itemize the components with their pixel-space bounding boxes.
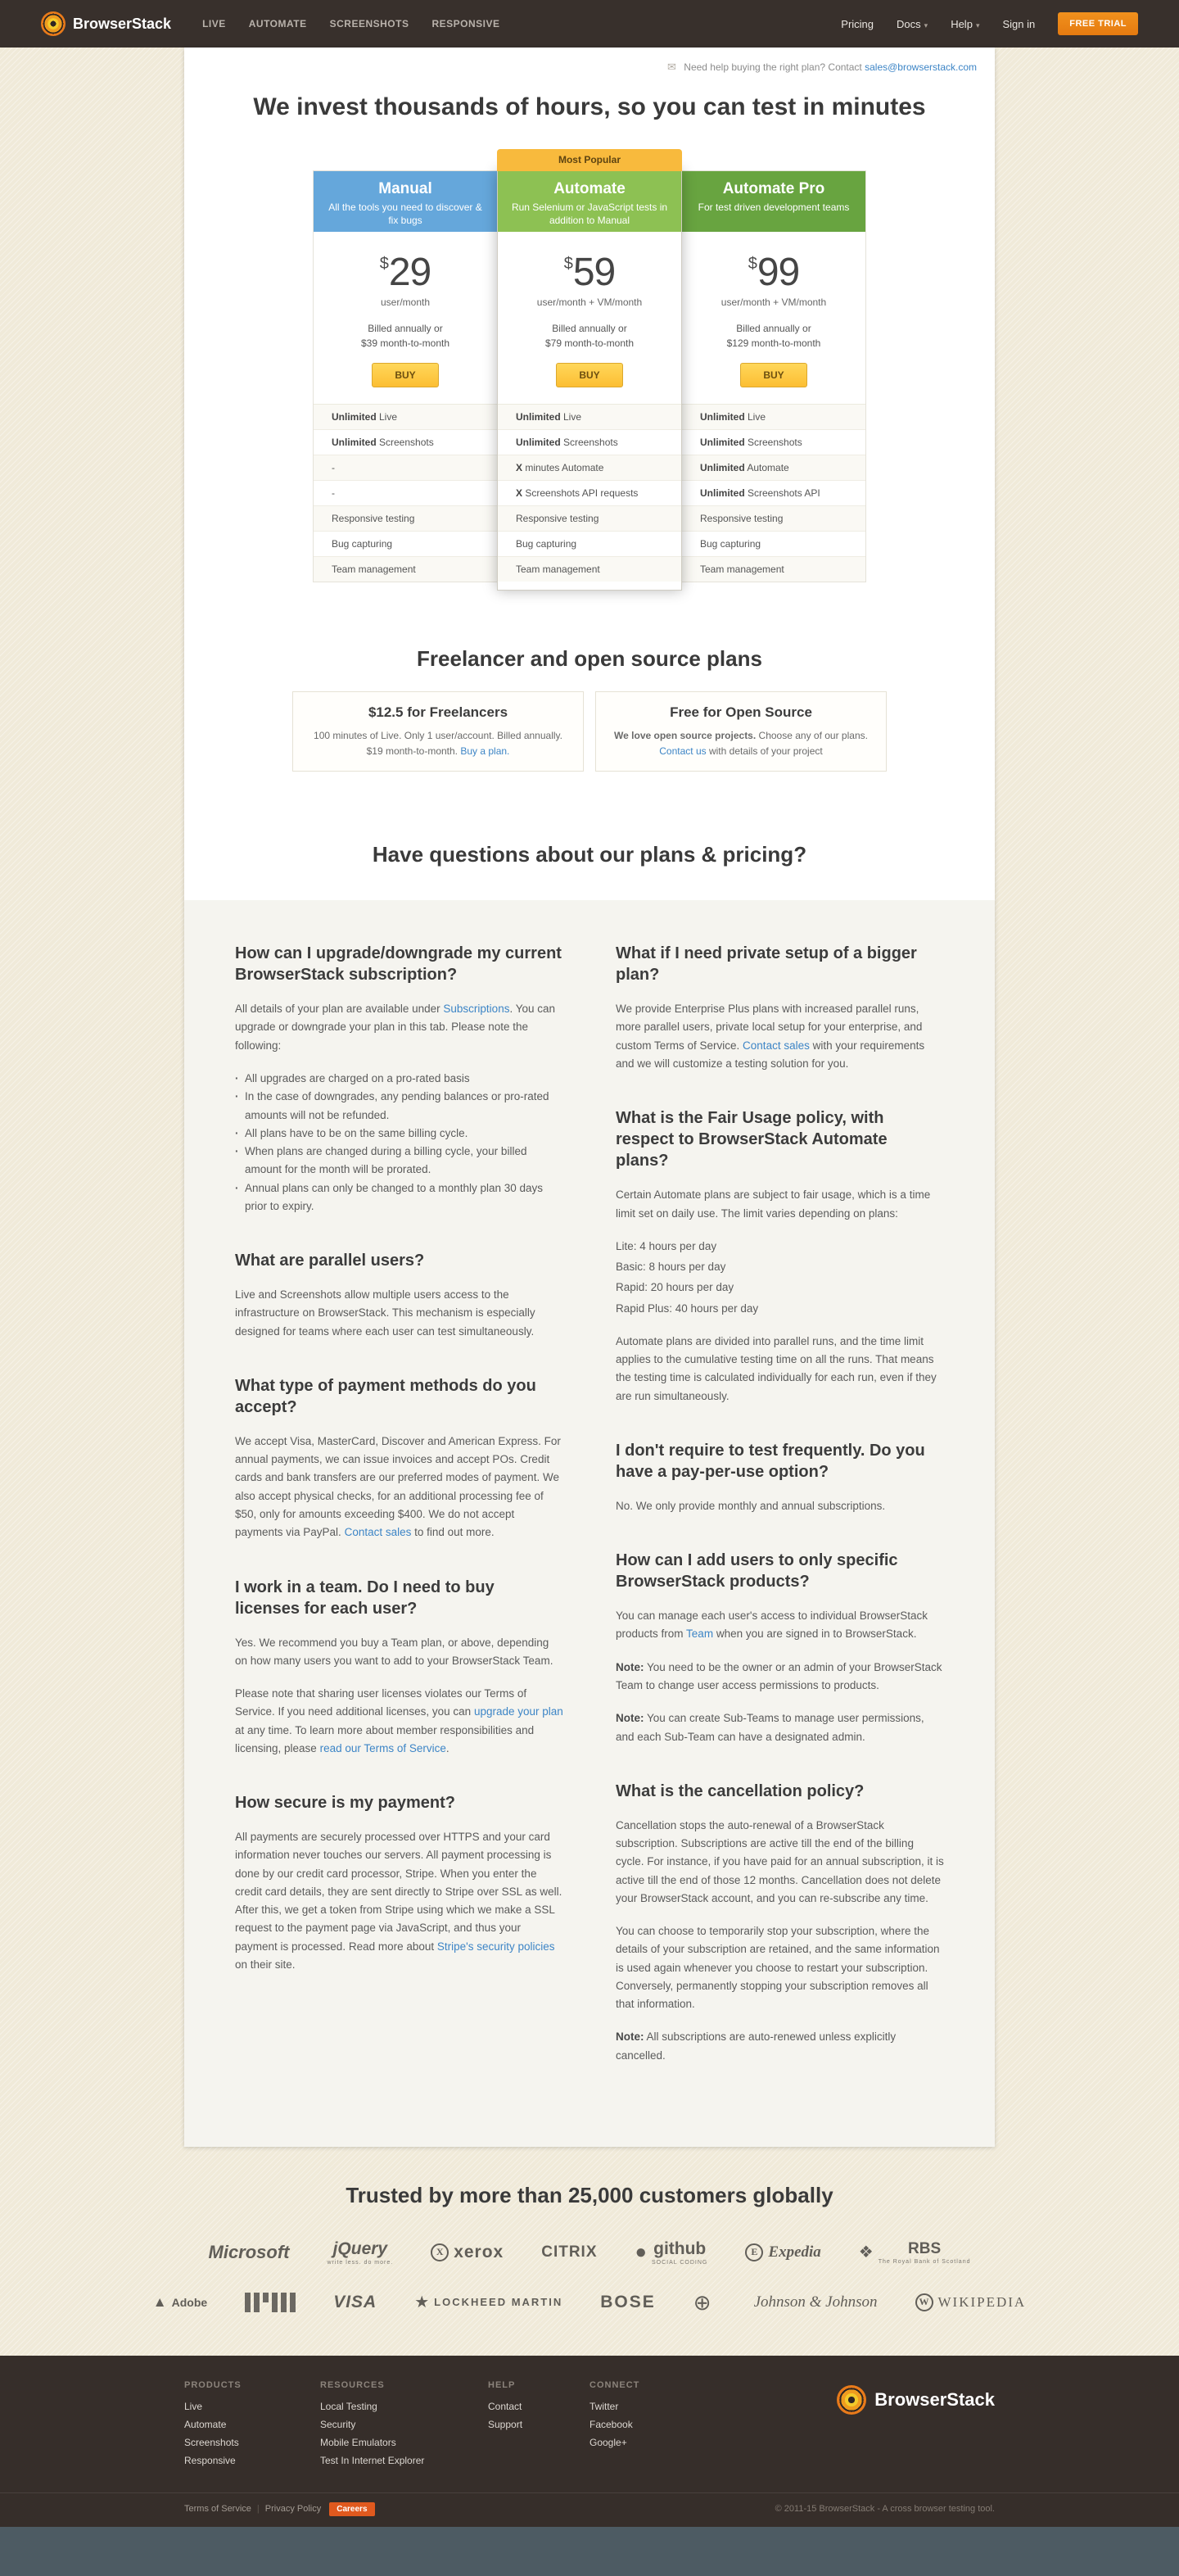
trusted-heading: Trusted by more than 25,000 customers globally <box>346 2182 833 2207</box>
plan-amount-automate-pro <box>682 250 865 295</box>
faq-item-how-can-i-add-users-to-only-specific-bro <box>616 1550 944 1746</box>
nav-link-pricing[interactable]: Pricing <box>841 17 874 30</box>
faq-bullet-list <box>235 1070 563 1216</box>
rbs-logo-icon: ❖ <box>858 2243 874 2261</box>
mit-logo <box>245 2293 296 2312</box>
faq-item-what-is-the-cancellation-policy <box>616 1781 944 2065</box>
nav-item <box>202 16 226 31</box>
feature-row: Bug capturing <box>314 532 497 557</box>
freelancer-heading: Freelancer and open source plans <box>417 646 762 671</box>
customer-logos-row-1 <box>0 2239 1179 2266</box>
rbs-logo-label: RBS <box>908 2239 942 2257</box>
wikipedia-logo <box>915 2293 1027 2311</box>
plan-header-automate-pro <box>682 171 865 232</box>
brand-name: BrowserStack <box>73 15 172 32</box>
github-logo-text <box>652 2239 707 2266</box>
plan-price-manual <box>314 232 497 405</box>
wikipedia-logo-icon: W <box>915 2293 933 2311</box>
wikipedia-logo-label: WIKIPEDIA <box>937 2293 1027 2310</box>
faq-bullet: · All plans have to be on the same billing cycle. <box>235 1125 563 1143</box>
footer-link-contact[interactable]: Contact <box>488 2400 522 2412</box>
footer-column-heading: CONNECT <box>590 2379 640 2390</box>
lockheed-martin-logo <box>414 2294 562 2311</box>
currency-symbol: $ <box>748 255 757 273</box>
link-team[interactable]: Team <box>686 1628 714 1641</box>
feature-row: Unlimited Live <box>682 405 865 430</box>
footer-link-twitter[interactable]: Twitter <box>590 2400 619 2412</box>
plan-box-body: 100 minutes of Live. Only 1 user/account. Billed annually. $19 month-to-month. Buy a plan. <box>314 730 562 757</box>
expedia-logo-icon: E <box>745 2243 763 2261</box>
mit-logo-bar <box>290 2293 296 2312</box>
citrix-logo-text <box>541 2243 597 2261</box>
billing-line-1: Billed annually or <box>368 323 443 334</box>
footer-column-heading: HELP <box>488 2379 516 2390</box>
nav-item <box>249 16 307 31</box>
browserstack-logo-icon <box>41 11 66 36</box>
faq-question: What if I need private setup of a bigger plan? <box>616 944 917 985</box>
faq-question: What type of payment methods do you accept? <box>235 1376 536 1416</box>
footer-link-support[interactable]: Support <box>488 2418 523 2430</box>
faq-item-how-can-i-upgrade-downgrade-my-current-b <box>235 943 563 1216</box>
footer-column-connect <box>590 2380 712 2473</box>
xerox-logo <box>431 2243 504 2262</box>
faq-question: What are parallel users? <box>235 1252 425 1270</box>
feature-row: - <box>314 481 497 506</box>
most-popular-badge: Most Popular <box>497 149 682 171</box>
faq-question: I work in a team. Do I need to buy licenses for each user? <box>235 1578 495 1618</box>
footer-link-google[interactable]: Google+ <box>590 2436 627 2448</box>
plan-unit: user/month + VM/month <box>536 297 643 308</box>
faq-paragraph: Automate plans are divided into parallel runs, and the time limit applies to the cumulative testing time on all the runs. That means the testing time is calculated individually for each run, even if they are run simultaneously. <box>616 1334 937 1402</box>
rbs-logo <box>859 2240 971 2265</box>
feature-row: Unlimited Live <box>314 405 497 430</box>
microsoft-logo-text <box>209 2242 290 2263</box>
expedia-logo <box>745 2243 820 2261</box>
link-contact-sales[interactable]: Contact sales <box>743 1039 810 1052</box>
feature-row: Team management <box>682 557 865 582</box>
plan-header-automate <box>498 171 681 232</box>
mit-logo-bar <box>272 2293 278 2312</box>
main-content-card <box>184 48 995 2147</box>
footer-legal-links <box>184 2504 321 2514</box>
jquery-logo-text <box>328 2239 394 2266</box>
plan-tagline-automate-pro: For test driven development teams <box>698 201 850 213</box>
plan-card-automate <box>497 154 682 591</box>
feature-row: Responsive testing <box>314 506 497 532</box>
plan-features-automate-pro <box>682 405 865 582</box>
visa-logo <box>333 2293 377 2312</box>
adobe-logo-label: Adobe <box>171 2295 208 2309</box>
browserstack-logo-icon <box>837 2385 866 2415</box>
microsoft-logo-label: Microsoft <box>208 2241 290 2262</box>
link-upgrade-your-plan[interactable]: upgrade your plan <box>473 1705 563 1718</box>
faq-item-what-is-the-fair-usage-policy-with-respe <box>616 1107 944 1406</box>
adobe-logo-text <box>172 2296 208 2309</box>
nav-link-screenshots[interactable]: SCREENSHOTS <box>329 18 409 29</box>
feature-row: Unlimited Screenshots API <box>682 481 865 506</box>
footer-link-local-testing[interactable]: Local Testing <box>320 2400 377 2412</box>
faq-paragraph: All details of your plan are available under Subscriptions. You can upgrade or downgrade your plan in this tab. Please note the following: <box>235 1003 556 1052</box>
price-value: 99 <box>757 251 800 294</box>
feature-row: Team management <box>498 557 681 582</box>
faq-paragraph: Cancellation stops the auto-renewal of a BrowserStack subscription. Subscriptions are active till the end of the billing cycle. For instance, if you have paid for an annual subscription, it is active till the end of those 12 months. Cancellation does not delete your BrowserStack account, and you can re-subscribe any time. <box>616 1818 944 1904</box>
plan-box-body: We love open source projects. Choose any of our plans. Contact us with details of your project <box>614 730 868 757</box>
plan-box-title: Free for Open Source <box>670 704 812 720</box>
faq-bullet: · Annual plans can only be changed to a monthly plan 30 days prior to expiry. <box>235 1179 563 1216</box>
faq-paragraph: Note: You can create Sub-Teams to manage user permissions, and each Sub-Team can have a designated admin. <box>616 1712 924 1743</box>
feature-row: - <box>314 455 497 481</box>
bose-logo-label: BOSE <box>600 2292 656 2311</box>
footer-link-automate[interactable]: Automate <box>184 2418 227 2430</box>
top-navbar <box>0 0 1179 48</box>
chevron-down-icon: ▾ <box>975 20 980 29</box>
plan-billing <box>498 321 681 351</box>
expedia-logo-label: Expedia <box>768 2243 821 2261</box>
plan-tagline-automate: Run Selenium or JavaScript tests in addition to Manual <box>511 201 668 226</box>
jquery-logo-label: jQuery <box>332 2239 388 2258</box>
faq-line: Rapid: 20 hours per day <box>616 1281 734 1294</box>
faq-question: What is the Fair Usage policy, with respect to BrowserStack Automate plans? <box>616 1109 888 1170</box>
faq-paragraph: Live and Screenshots allow multiple users access to the infrastructure on BrowserStack. This mechanism is especially designed for teams where each user can test simultaneously. <box>235 1288 535 1338</box>
faq-paragraph: No. We only provide monthly and annual subscriptions. <box>616 1499 886 1512</box>
price-value: 29 <box>388 251 431 294</box>
footer-brand <box>837 2385 995 2415</box>
plan-box-free-for-open-source <box>595 691 887 772</box>
faq-item-i-work-in-a-team-do-i-need-to-buy-licens <box>235 1577 563 1759</box>
link-stripe-s-security-policies[interactable]: Stripe's security policies <box>436 1940 555 1953</box>
customer-logos-row-2 <box>0 2289 1179 2315</box>
faq-question: How can I add users to only specific BrowserStack products? <box>616 1551 898 1591</box>
footer-link-test-in-internet-explorer[interactable]: Test In Internet Explorer <box>320 2454 425 2466</box>
faq-question: I don't require to test frequently. Do you have a pay-per-use option? <box>616 1441 925 1481</box>
plan-unit: user/month <box>380 297 431 308</box>
lockheed-martin-logo-icon: ★ <box>414 2293 430 2311</box>
faq-column-left <box>235 943 563 2099</box>
sales-email-link[interactable]: sales@browserstack.com <box>865 61 977 73</box>
faq-section <box>184 900 995 2147</box>
link-contact-us[interactable]: Contact us <box>659 745 707 757</box>
nav-item <box>330 16 409 31</box>
footer-brand-name: BrowserStack <box>874 2388 995 2410</box>
footer-column-heading: PRODUCTS <box>184 2379 242 2390</box>
faq-column-right <box>616 943 944 2099</box>
careers-badge[interactable]: Careers <box>329 2502 374 2516</box>
nav-link-help[interactable]: Help ▾ <box>951 17 980 30</box>
link-subscriptions[interactable]: Subscriptions <box>443 1003 510 1016</box>
buy-button-manual[interactable]: BUY <box>372 363 438 387</box>
faq-paragraph: You can manage each user's access to individual BrowserStack products from Team when you are signed in to BrowserStack. <box>616 1609 928 1641</box>
feature-row: Responsive testing <box>498 506 681 532</box>
plan-card-automate-pro <box>681 170 866 582</box>
plan-box-title: $12.5 for Freelancers <box>368 704 508 720</box>
nav-link-docs[interactable]: Docs ▾ <box>897 17 928 30</box>
freelancer-boxes <box>184 691 995 772</box>
xerox-logo-text <box>454 2243 504 2262</box>
buy-button-automate-pro[interactable]: BUY <box>740 363 806 387</box>
footer-link-responsive[interactable]: Responsive <box>184 2454 236 2466</box>
visa-logo-label: VISA <box>333 2292 377 2311</box>
lockheed-martin-logo-text <box>434 2296 562 2308</box>
faq-paragraph: We provide Enterprise Plus plans with increased parallel runs, more parallel users, private local setup for your enterprise, and custom Terms of Service. Contact sales with your requirements and we will customize a testing solution for you. <box>616 1003 925 1070</box>
footer-link-facebook[interactable]: Facebook <box>590 2418 633 2430</box>
visa-logo-text <box>333 2293 377 2312</box>
nav-link-sign-in[interactable]: Sign in <box>1002 17 1036 30</box>
adobe-logo-icon: ▲ <box>152 2294 167 2311</box>
plan-amount-automate <box>498 250 681 295</box>
mit-logo-bar <box>281 2293 287 2312</box>
plan-unit: user/month + VM/month <box>720 297 827 308</box>
feature-row: Unlimited Screenshots <box>498 430 681 455</box>
footer-column-products <box>184 2380 320 2473</box>
faq-paragraph: Note: You need to be the owner or an admin of your BrowserStack Team to change user access permissions to products. <box>616 1660 942 1691</box>
footer-bottom-bar <box>0 2492 1179 2527</box>
secondary-nav <box>818 18 1035 30</box>
free-trial-button[interactable]: FREE TRIAL <box>1058 12 1138 35</box>
wikipedia-logo-text <box>938 2294 1027 2311</box>
expedia-logo-text <box>768 2243 820 2261</box>
bose-logo <box>600 2293 656 2312</box>
currency-symbol: $ <box>563 255 573 273</box>
plan-features-manual <box>314 405 497 582</box>
faq-paragraph: Note: All subscriptions are auto-renewed unless explicitly cancelled. <box>616 2030 897 2062</box>
faq-question: How secure is my payment? <box>235 1794 455 1813</box>
plan-billing <box>314 321 497 351</box>
page-footer <box>0 2356 1179 2527</box>
faq-heading: Have questions about our plans & pricing? <box>372 842 807 867</box>
plan-header-manual <box>314 171 497 232</box>
separator: | <box>256 2504 260 2515</box>
contact-banner <box>184 48 995 74</box>
nav-link-automate[interactable]: AUTOMATE <box>248 18 307 29</box>
lockheed-martin-logo-label: LOCKHEED MARTIN <box>434 2296 563 2309</box>
plan-tagline-manual: All the tools you need to discover & fix bugs <box>328 201 482 226</box>
jquery-logo <box>328 2239 394 2266</box>
footer-link-security[interactable]: Security <box>320 2418 356 2430</box>
github-logo-tagline: SOCIAL CODING <box>652 2259 708 2266</box>
plan-amount-manual <box>314 250 497 295</box>
xerox-logo-label: xerox <box>454 2242 504 2261</box>
citrix-logo <box>541 2243 597 2261</box>
united-nations-logo <box>693 2289 716 2315</box>
footer-columns <box>184 2380 995 2473</box>
page-title: We invest thousands of hours, so you can test in minutes <box>253 93 926 120</box>
nav-link-responsive[interactable]: RESPONSIVE <box>431 18 500 29</box>
xerox-logo-icon: X <box>431 2243 449 2261</box>
plan-features-automate <box>498 405 681 582</box>
github-logo-label: github <box>653 2239 707 2258</box>
footer-link-terms-of-service[interactable]: Terms of Service <box>184 2504 251 2515</box>
primary-nav <box>202 16 522 31</box>
plan-price-automate-pro <box>682 232 865 405</box>
feature-row: Bug capturing <box>682 532 865 557</box>
rbs-logo-text <box>879 2240 971 2265</box>
billing-line-2: $129 month-to-month <box>726 337 821 349</box>
plan-box-12-5-for-freelancers <box>292 691 584 772</box>
plan-price-automate <box>498 232 681 405</box>
bottom-strip <box>0 2527 1179 2576</box>
footer-copyright: © 2011-15 BrowserStack - A cross browser testing tool. <box>775 2504 995 2515</box>
contact-banner-text: Need help buying the right plan? Contact <box>684 61 862 73</box>
bose-logo-text <box>600 2293 656 2312</box>
envelope-icon: ✉ <box>667 61 676 73</box>
faq-paragraph: Certain Automate plans are subject to fair usage, which is a time limit set on daily use. The limit varies depending on plans: <box>616 1188 931 1220</box>
github-logo-icon: ● <box>635 2240 648 2263</box>
link-read-our-terms-of-service[interactable]: read our Terms of Service <box>319 1741 446 1754</box>
faq-bullet: · In the case of downgrades, any pending balances or pro-rated amounts will not be refunded. <box>235 1088 563 1125</box>
feature-row: X Screenshots API requests <box>498 481 681 506</box>
browserstack-brand[interactable] <box>41 11 171 36</box>
billing-line-2: $79 month-to-month <box>544 337 635 349</box>
faq-lines <box>616 1238 944 1318</box>
citrix-logo-label: CITRIX <box>541 2243 598 2261</box>
faq-item-what-type-of-payment-methods-do-you-acce <box>235 1375 563 1542</box>
feature-row: Unlimited Screenshots <box>314 430 497 455</box>
faq-item-how-secure-is-my-payment <box>235 1792 563 1974</box>
page-background <box>0 48 1179 2356</box>
rbs-logo-tagline: The Royal Bank of Scotland <box>878 2258 971 2265</box>
nav-item <box>431 16 499 31</box>
faq-line: Lite: 4 hours per day <box>616 1239 717 1252</box>
faq-question: What is the cancellation policy? <box>616 1781 865 1800</box>
nav-link-live[interactable]: LIVE <box>202 18 226 29</box>
faq-item-what-are-parallel-users <box>235 1250 563 1341</box>
faq-bullet: · When plans are changed during a billing cycle, your billed amount for the month will be prorated. <box>235 1143 563 1179</box>
footer-column-help <box>488 2380 590 2473</box>
footer-column-resources <box>320 2380 488 2473</box>
billing-line-2: $39 month-to-month <box>360 337 450 349</box>
faq-paragraph: You can choose to temporarily stop your subscription, where the details of your subscription are retained, and the same information is used again whenever you choose to restart your subscription. Conversely, permanently stopping your subscription removes all that information. <box>616 1925 940 2011</box>
mit-logo-bar <box>254 2293 260 2312</box>
footer-link-mobile-emulators[interactable]: Mobile Emulators <box>320 2436 396 2448</box>
faq-paragraph: We accept Visa, MasterCard, Discover and American Express. For annual payments, we can issue invoices and accept POs. Credit cards and bank transfers are our preferred modes of payment. We also accept physical checks, for an additional processing fee of $50, only for amounts exceeding $400. We do not accept payments via PayPal. Contact sales to find out more. <box>235 1434 561 1539</box>
faq-bullet: · All upgrades are charged on a pro-rated basis <box>235 1070 563 1088</box>
mit-logo-bar <box>245 2293 251 2312</box>
plan-card-manual <box>313 170 498 582</box>
jquery-logo-tagline: write less. do more. <box>327 2259 394 2266</box>
feature-row: Bug capturing <box>498 532 681 557</box>
faq-item-i-don-t-require-to-test-frequently-do-yo <box>616 1440 944 1515</box>
faq-line: Rapid Plus: 40 hours per day <box>616 1302 759 1315</box>
feature-row: Unlimited Live <box>498 405 681 430</box>
footer-link-screenshots[interactable]: Screenshots <box>184 2436 239 2448</box>
buy-button-automate[interactable]: BUY <box>556 363 622 387</box>
feature-row: Responsive testing <box>682 506 865 532</box>
feature-row: Unlimited Automate <box>682 455 865 481</box>
microsoft-logo <box>209 2242 290 2263</box>
footer-column-heading: RESOURCES <box>320 2379 385 2390</box>
faq-paragraph: Please note that sharing user licenses violates our Terms of Service. If you need additional licenses, you can upgrade your plan at any time. To learn more about member responsibilities and licensing, please read our Terms of Service. <box>235 1687 563 1754</box>
currency-symbol: $ <box>379 255 389 273</box>
faq-question: How can I upgrade/downgrade my current BrowserStack subscription? <box>235 944 562 985</box>
github-logo <box>635 2239 708 2266</box>
plan-name-automate: Automate <box>553 180 626 197</box>
trusted-section <box>0 2147 1179 2356</box>
johnson-and-johnson-logo-text <box>754 2293 878 2311</box>
faq-paragraph: Yes. We recommend you buy a Team plan, or above, depending on how many users you want to add to your BrowserStack Team. <box>235 1636 553 1667</box>
united-nations-logo-icon: ⊕ <box>693 2289 711 2315</box>
faq-paragraph: All payments are securely processed over HTTPS and your card information never touches our servers. All payment processing is done by our credit card processor, Stripe. When you enter the credit card details, they are sent directly to Stripe over SSL as well. After this, we get a token from Stripe using which we make a SSL request to the payment page via JavaScript, and thus your payment is processed. Read more about Stripe's security policies on their site. <box>235 1831 562 1971</box>
plan-name-automate-pro: Automate Pro <box>722 180 825 197</box>
faq-item-what-if-i-need-private-setup-of-a-bigger <box>616 943 944 1073</box>
footer-link-privacy-policy[interactable]: Privacy Policy <box>264 2504 322 2515</box>
faq-line: Basic: 8 hours per day <box>616 1261 726 1274</box>
footer-link-live[interactable]: Live <box>184 2400 203 2412</box>
link-contact-sales[interactable]: Contact sales <box>344 1526 412 1539</box>
billing-line-1: Billed annually or <box>552 323 627 334</box>
plan-billing <box>682 321 865 351</box>
chevron-down-icon: ▾ <box>924 20 928 29</box>
pricing-table <box>184 154 995 591</box>
feature-row: X minutes Automate <box>498 455 681 481</box>
mit-logo-bar <box>263 2293 269 2302</box>
feature-row: Team management <box>314 557 497 582</box>
billing-line-1: Billed annually or <box>736 323 811 334</box>
johnson-and-johnson-logo <box>754 2293 878 2311</box>
adobe-logo <box>153 2295 207 2309</box>
plan-name-manual: Manual <box>378 180 432 197</box>
price-value: 59 <box>572 251 616 294</box>
johnson-and-johnson-logo-label: Johnson & Johnson <box>753 2293 878 2311</box>
feature-row: Unlimited Screenshots <box>682 430 865 455</box>
link-buy-a-plan[interactable]: Buy a plan. <box>460 745 510 757</box>
